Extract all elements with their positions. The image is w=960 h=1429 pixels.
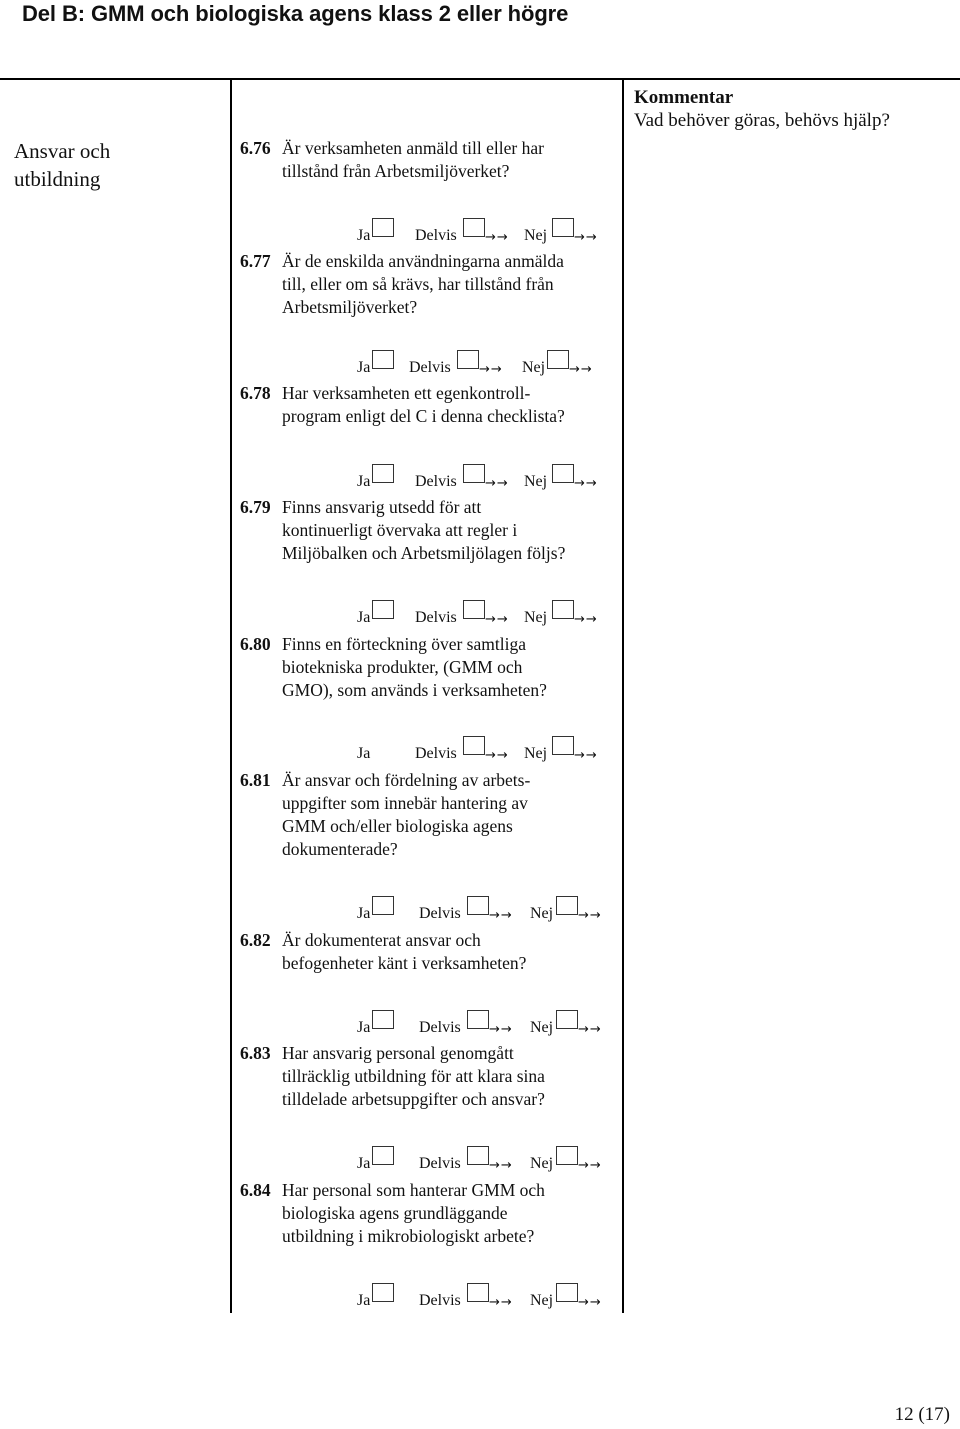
question-line: Finns ansvarig utsedd för att xyxy=(282,497,482,517)
arrow-icon: →→ xyxy=(485,612,509,627)
answer-partly-label: Delvis xyxy=(419,1292,461,1309)
answer-partly-label: Delvis xyxy=(419,905,461,922)
answer-yes-checkbox[interactable] xyxy=(372,1010,394,1029)
question-line: till, eller om så krävs, har tillstånd från xyxy=(282,274,554,294)
answer-yes-checkbox[interactable] xyxy=(372,464,394,483)
answer-no-checkbox[interactable] xyxy=(556,1283,578,1302)
arrow-icon: →→ xyxy=(574,230,598,245)
question-line: tillstånd från Arbetsmiljöverket? xyxy=(282,161,510,181)
question-text xyxy=(282,137,618,183)
comment-header xyxy=(634,86,956,132)
arrow-icon: →→ xyxy=(485,230,509,245)
question-line: GMO), som används i verksamheten? xyxy=(282,680,547,700)
question-number: 6.83 xyxy=(240,1043,271,1063)
answer-no-label: Nej xyxy=(524,609,548,626)
answer-no-label: Nej xyxy=(530,905,554,922)
answer-partly-checkbox[interactable] xyxy=(467,1283,489,1302)
answer-partly-label: Delvis xyxy=(415,609,457,626)
answer-row xyxy=(357,470,622,494)
answer-partly-checkbox[interactable] xyxy=(463,218,485,237)
question-text xyxy=(282,1042,618,1111)
answer-row xyxy=(357,356,622,380)
answer-row xyxy=(357,1289,622,1313)
answer-no-label: Nej xyxy=(524,473,548,490)
answer-yes-label: Ja xyxy=(357,227,371,244)
question-line: program enligt del C i denna checklista? xyxy=(282,406,565,426)
answer-yes-label: Ja xyxy=(357,1019,371,1036)
question-line: kontinuerligt övervaka att regler i xyxy=(282,520,518,540)
answer-row xyxy=(357,1152,622,1176)
question-text xyxy=(282,1179,618,1248)
answer-yes-checkbox[interactable] xyxy=(372,1146,394,1165)
answer-partly-checkbox[interactable] xyxy=(463,736,485,755)
question-number: 6.79 xyxy=(240,497,271,517)
question-line: tilldelade arbetsuppgifter och ansvar? xyxy=(282,1089,545,1109)
question-line: biologiska agens grundläggande xyxy=(282,1203,508,1223)
comment-subtitle: Vad behöver göras, behövs hjälp? xyxy=(634,110,890,131)
answer-no-label: Nej xyxy=(530,1155,554,1172)
answer-row xyxy=(357,902,622,926)
answer-no-label: Nej xyxy=(524,227,548,244)
question-line: biotekniska produkter, (GMM och xyxy=(282,657,523,677)
question-number: 6.77 xyxy=(240,251,271,271)
question-line: Är de enskilda användningarna anmälda xyxy=(282,251,564,271)
comment-title: Kommentar xyxy=(634,87,734,108)
answer-no-checkbox[interactable] xyxy=(552,464,574,483)
question-line: Har ansvarig personal genomgått xyxy=(282,1043,514,1063)
section-title-line: utbildning xyxy=(14,167,101,191)
question-line: GMM och/eller biologiska agens xyxy=(282,816,513,836)
section-title xyxy=(14,137,110,193)
table-top-border xyxy=(0,78,960,80)
question-number: 6.80 xyxy=(240,634,271,654)
answer-row xyxy=(357,1016,622,1040)
column-divider-right xyxy=(622,78,624,1313)
answer-yes-label: Ja xyxy=(357,359,371,376)
answer-yes-label: Ja xyxy=(357,905,371,922)
answer-partly-checkbox[interactable] xyxy=(467,1146,489,1165)
answer-no-label: Nej xyxy=(524,745,548,762)
answer-row xyxy=(357,606,622,630)
answer-partly-label: Delvis xyxy=(415,227,457,244)
answer-row xyxy=(357,742,622,766)
arrow-icon: →→ xyxy=(489,908,513,923)
question-line: Finns en förteckning över samtliga xyxy=(282,634,526,654)
arrow-icon: →→ xyxy=(578,1158,602,1173)
question-line: Miljöbalken och Arbetsmiljölagen följs? xyxy=(282,543,566,563)
column-divider-left xyxy=(230,78,232,1313)
arrow-icon: →→ xyxy=(569,362,593,377)
answer-no-checkbox[interactable] xyxy=(552,218,574,237)
question-line: Arbetsmiljöverket? xyxy=(282,297,418,317)
answer-partly-checkbox[interactable] xyxy=(467,896,489,915)
arrow-icon: →→ xyxy=(479,362,503,377)
answer-partly-checkbox[interactable] xyxy=(463,600,485,619)
answer-no-checkbox[interactable] xyxy=(556,1010,578,1029)
arrow-icon: →→ xyxy=(574,612,598,627)
answer-partly-checkbox[interactable] xyxy=(463,464,485,483)
arrow-icon: →→ xyxy=(578,1295,602,1310)
answer-yes-checkbox[interactable] xyxy=(372,350,394,369)
question-line: utbildning i mikrobiologiskt arbete? xyxy=(282,1226,535,1246)
question-number: 6.84 xyxy=(240,1180,271,1200)
answer-yes-checkbox[interactable] xyxy=(372,218,394,237)
question-line: befogenheter känt i verksamheten? xyxy=(282,953,527,973)
question-line: Är verksamheten anmäld till eller har xyxy=(282,138,544,158)
answer-row xyxy=(357,224,622,248)
answer-no-checkbox[interactable] xyxy=(556,1146,578,1165)
answer-yes-checkbox[interactable] xyxy=(372,600,394,619)
question-number: 6.78 xyxy=(240,383,271,403)
question-number: 6.81 xyxy=(240,770,271,790)
question-text xyxy=(282,496,618,565)
arrow-icon: →→ xyxy=(578,1022,602,1037)
answer-no-checkbox[interactable] xyxy=(552,600,574,619)
answer-yes-label: Ja xyxy=(357,473,371,490)
question-text xyxy=(282,250,618,319)
question-line: Är ansvar och fördelning av arbets- xyxy=(282,770,531,790)
answer-yes-checkbox[interactable] xyxy=(372,1283,394,1302)
arrow-icon: →→ xyxy=(489,1295,513,1310)
question-line: tillräcklig utbildning för att klara sina xyxy=(282,1066,545,1086)
answer-no-label: Nej xyxy=(522,359,546,376)
question-text xyxy=(282,769,618,861)
page-heading: Del B: GMM och biologiska agens klass 2 eller högre xyxy=(22,1,569,26)
question-line: Har verksamheten ett egenkontroll- xyxy=(282,383,531,403)
arrow-icon: →→ xyxy=(578,908,602,923)
answer-partly-label: Delvis xyxy=(419,1019,461,1036)
arrow-icon: →→ xyxy=(485,476,509,491)
answer-no-checkbox[interactable] xyxy=(547,350,569,369)
answer-partly-checkbox[interactable] xyxy=(457,350,479,369)
question-number: 6.76 xyxy=(240,138,271,158)
question-text xyxy=(282,382,618,428)
answer-partly-label: Delvis xyxy=(415,473,457,490)
page-number: 12 (17) xyxy=(894,1404,950,1425)
answer-no-checkbox[interactable] xyxy=(552,736,574,755)
question-number: 6.82 xyxy=(240,930,271,950)
answer-yes-label: Ja xyxy=(357,1292,371,1309)
answer-partly-checkbox[interactable] xyxy=(467,1010,489,1029)
arrow-icon: →→ xyxy=(574,476,598,491)
answer-yes-label: Ja xyxy=(357,745,371,762)
arrow-icon: →→ xyxy=(485,748,509,763)
arrow-icon: →→ xyxy=(489,1158,513,1173)
section-title-line: Ansvar och xyxy=(14,139,111,163)
answer-yes-label: Ja xyxy=(357,609,371,626)
answer-partly-label: Delvis xyxy=(419,1155,461,1172)
answer-no-checkbox[interactable] xyxy=(556,896,578,915)
answer-yes-checkbox[interactable] xyxy=(372,896,394,915)
arrow-icon: →→ xyxy=(489,1022,513,1037)
question-line: Är dokumenterat ansvar och xyxy=(282,930,481,950)
answer-partly-label: Delvis xyxy=(409,359,451,376)
question-line: Har personal som hanterar GMM och xyxy=(282,1180,545,1200)
answer-partly-label: Delvis xyxy=(415,745,457,762)
question-text xyxy=(282,929,618,975)
arrow-icon: →→ xyxy=(574,748,598,763)
question-line: dokumenterade? xyxy=(282,839,398,859)
answer-no-label: Nej xyxy=(530,1292,554,1309)
answer-no-label: Nej xyxy=(530,1019,554,1036)
question-text xyxy=(282,633,618,702)
question-line: uppgifter som innebär hantering av xyxy=(282,793,528,813)
answer-yes-label: Ja xyxy=(357,1155,371,1172)
